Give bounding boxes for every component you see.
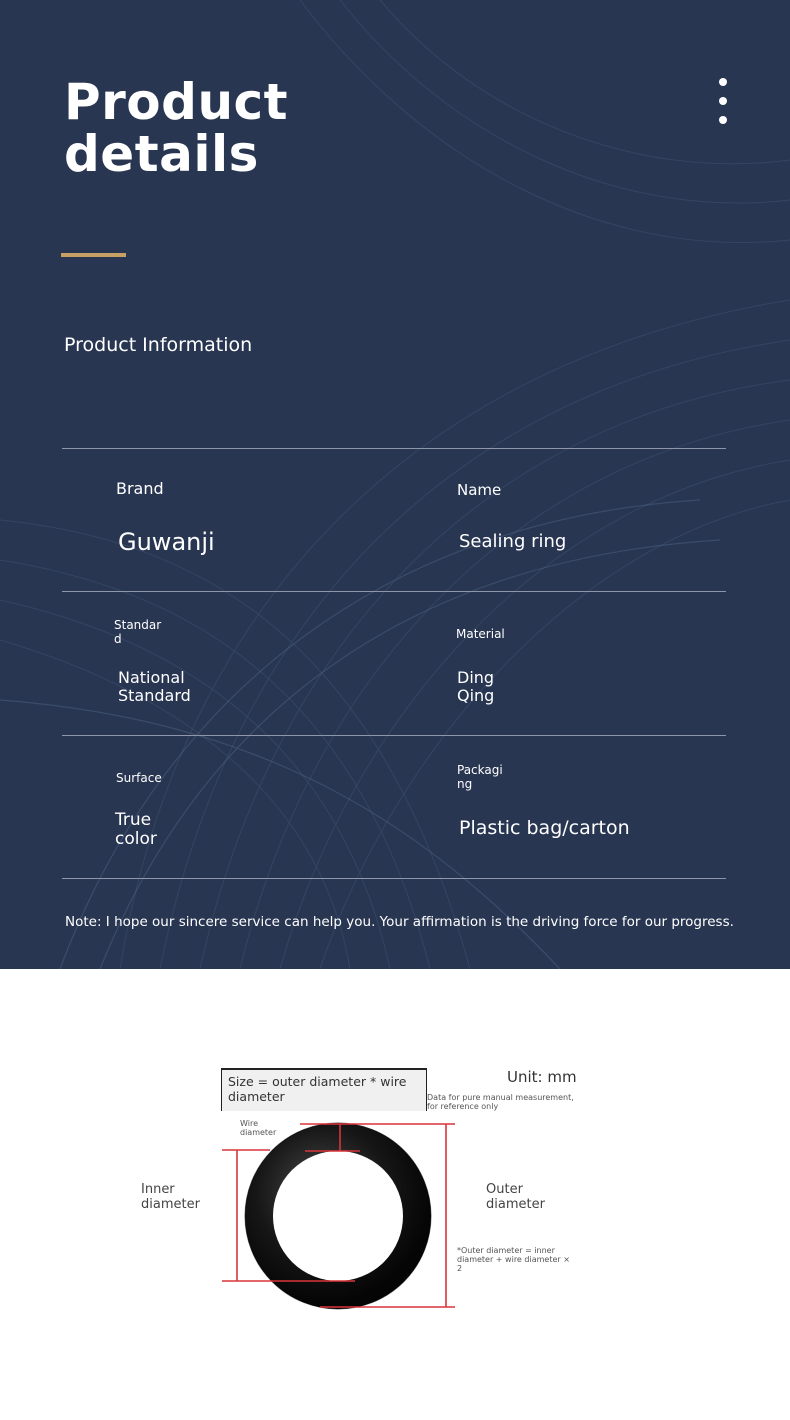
brand-label: Brand: [116, 479, 164, 498]
surface-value: True color: [115, 810, 157, 849]
page-title: [64, 73, 289, 183]
outer-diameter-label: Outer diameter: [486, 1182, 545, 1212]
divider: [62, 448, 726, 449]
surface-label: Surface: [116, 771, 162, 785]
disclaimer-text: Data for pure manual measurement, for reference only: [427, 1093, 574, 1111]
divider: [62, 735, 726, 736]
title-accent-line: [61, 253, 126, 257]
standard-value: National Standard: [118, 668, 191, 705]
wire-diameter-label: Wire diameter: [240, 1119, 277, 1137]
name-value: Sealing ring: [459, 531, 567, 552]
divider: [62, 591, 726, 592]
standard-label: Standard: [114, 618, 162, 646]
brand-value: Guwanji: [118, 528, 215, 556]
unit-label: Unit: mm: [507, 1068, 577, 1086]
title-line-2: details: [64, 125, 259, 183]
service-note: Note: I hope our sincere service can help you. Your affirmation is the driving force for our progress.: [65, 914, 734, 930]
more-vertical-icon[interactable]: [716, 78, 730, 124]
size-formula-box: Size = outer diameter * wire diameter: [221, 1068, 427, 1111]
title-line-1: Product: [64, 73, 289, 131]
packaging-value: Plastic bag/carton: [459, 817, 630, 839]
material-value: Ding Qing: [457, 668, 495, 705]
inner-diameter-label: Inner diameter: [141, 1182, 200, 1212]
formula-note: *Outer diameter = inner diameter + wire diameter × 2: [457, 1246, 570, 1273]
material-label: Material: [456, 627, 505, 641]
section-subtitle: Product Information: [64, 334, 253, 356]
name-label: Name: [457, 481, 502, 499]
divider: [62, 878, 726, 879]
packaging-label: Packaging: [457, 763, 503, 791]
size-diagram: [0, 969, 790, 1420]
